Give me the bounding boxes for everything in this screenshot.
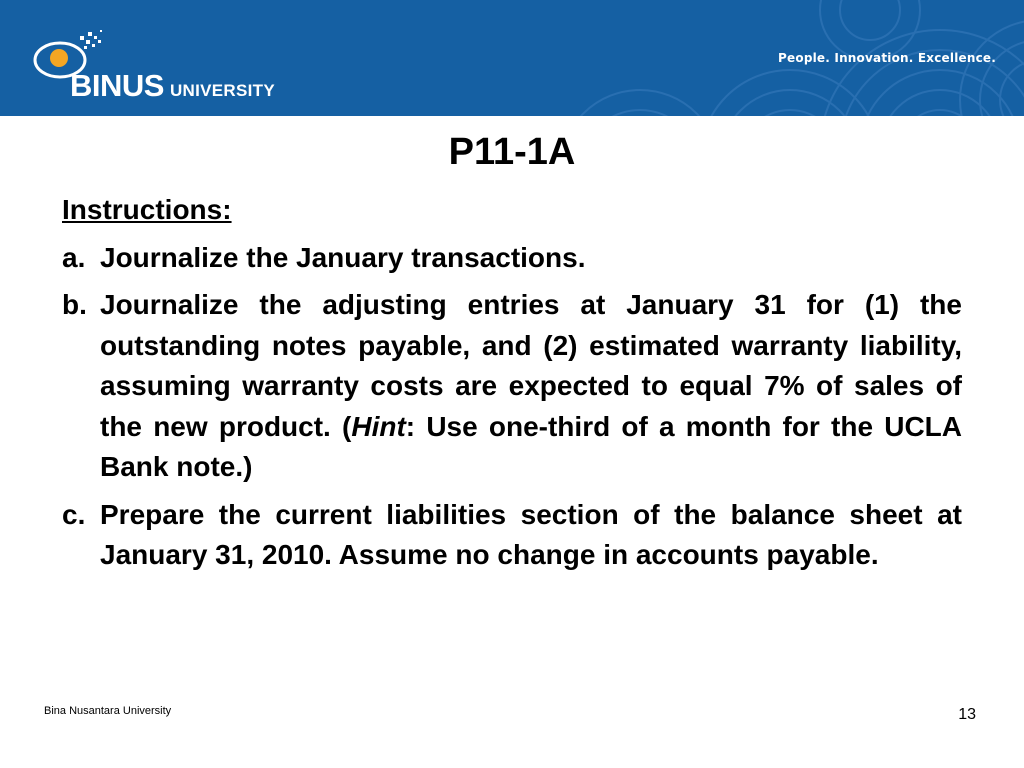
item-marker: c.: [62, 498, 86, 530]
header-banner: [0, 0, 1024, 116]
footer-organization: Bina Nusantara University: [44, 705, 172, 717]
item-text: [100, 285, 962, 488]
instruction-item-b: [62, 285, 962, 488]
page-number: 13: [958, 706, 976, 723]
instruction-item-a: [62, 238, 962, 279]
hint-italic: Hint: [351, 410, 406, 442]
logo-university-text: UNIVERSITY: [169, 81, 275, 100]
item-text: Journalize the January transactions.: [100, 241, 586, 273]
binus-university-logo: [28, 18, 308, 102]
tagline: People. Innovation. Excellence.: [778, 51, 996, 65]
item-text-part: Journalize the adjusting entries at January 31 for (1) the outstanding notes payable, and (2) estimated warranty liability, assuming warranty costs are expected to equal 7% of sales of the new product. (: [100, 289, 962, 442]
item-marker: a.: [62, 241, 86, 273]
item-marker: b.: [62, 289, 87, 320]
item-text-part: : Use one-third of a month for the UCLA Bank note.): [100, 410, 962, 482]
logo-brand-text: BINUS: [70, 68, 164, 103]
item-text: Prepare the current liabilities section of the balance sheet at January 31, 2010. Assume no change in accounts payable.: [100, 498, 962, 570]
slide-title: P11-1A: [448, 131, 576, 173]
instructions-heading: Instructions:: [62, 194, 232, 225]
slide-content: [62, 190, 962, 583]
instruction-item-c: [62, 495, 962, 576]
